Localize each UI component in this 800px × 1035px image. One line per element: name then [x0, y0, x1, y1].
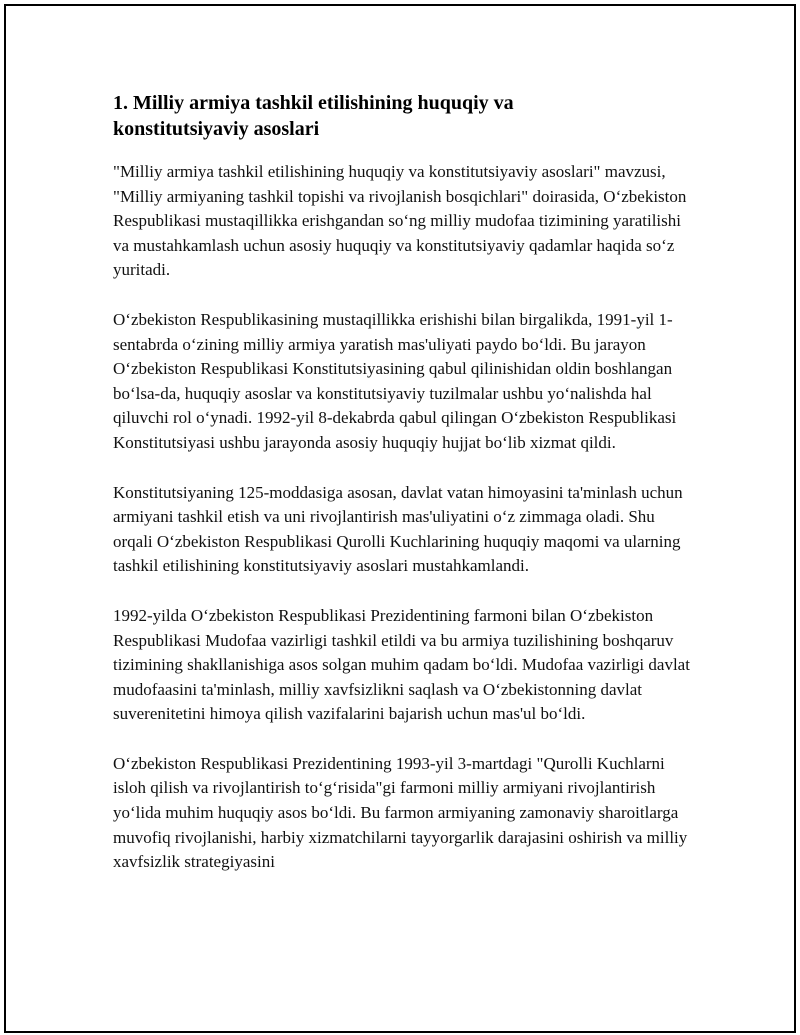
- document-body: [113, 90, 693, 900]
- paragraph-5: O‘zbekiston Respublikasi Prezidentining 1993-yil 3-martdagi "Qurolli Kuchlarni isloh qilish va rivojlantirish to‘g‘risida"gi farmoni milliy armiyani rivojlantirish yo‘lida muhim huquqiy asos bo‘ldi. Bu farmon armiyaning zamonaviy sharoitlarga muvofiq rivojlanishi, harbiy xizmatchilarni tayyorgarlik darajasini oshirish va milliy xavfsizlik strategiyasini: [113, 753, 688, 872]
- section-title-line-2: konstitutsiyaviy asoslari: [113, 118, 320, 140]
- paragraph-4: 1992-yilda O‘zbekiston Respublikasi Prezidentining farmoni bilan O‘zbekiston Respublikasi Mudofaa vazirligi tashkil etildi va bu armiya tuzilishining boshqaruv tizimining shakllanishiga asos solgan muhim qadam bo‘ldi. Mudofaa vazirligi davlat mudofaasini ta'minlash, milliy xavfsizlikni saqlash va O‘zbekistonning davlat suverenitetini himoya qilish vazifalarini bajarish uchun mas'ul bo‘ldi.: [113, 605, 690, 724]
- paragraph-1: "Milliy armiya tashkil etilishining huquqiy va konstitutsiyaviy asoslari" mavzusi, "Milliy armiyaning tashkil topishi va rivojlanish bosqichlari" doirasida, O‘zbekiston Respublikasi mustaqillikka erishgandan so‘ng milliy mudofaa tizimining yaratilishi va mustahkamlash uchun asosiy huquqiy va konstitutsiyaviy qadamlar haqida so‘z yuritadi.: [113, 162, 687, 280]
- section-title-line-1: 1. Milliy armiya tashkil etilishining huquqiy va: [113, 92, 514, 114]
- paragraph-3: Konstitutsiyaning 125-moddasiga asosan, davlat vatan himoyasini ta'minlash uchun armiyani tashkil etish va uni rivojlantirish mas'uliyatini o‘z zimmaga oladi. Shu orqali O‘zbekiston Respublikasi Qurolli Kuchlarining huquqiy maqomi va ularning tashkil etilishining konstitutsiyaviy asoslari mustahkamlandi.: [113, 482, 683, 576]
- paragraph-2: O‘zbekiston Respublikasining mustaqillikka erishishi bilan birgalikda, 1991-yil 1-sentabrda o‘zining milliy armiya yaratish mas'uliyati paydo bo‘ldi. Bu jarayon O‘zbekiston Respublikasi Konstitutsiyasining qabul qilinishidan oldin boshlangan bo‘lsa-da, huquqiy asoslar va konstitutsiyaviy tuzilmalar ushbu yo‘nalishda hal qiluvchi rol o‘ynadi. 1992-yil 8-dekabrda qabul qilingan O‘zbekiston Respublikasi Konstitutsiyasi ushbu jarayonda asosiy huquqiy hujjat bo‘lib xizmat qildi.: [113, 309, 677, 452]
- section-title: [113, 90, 693, 142]
